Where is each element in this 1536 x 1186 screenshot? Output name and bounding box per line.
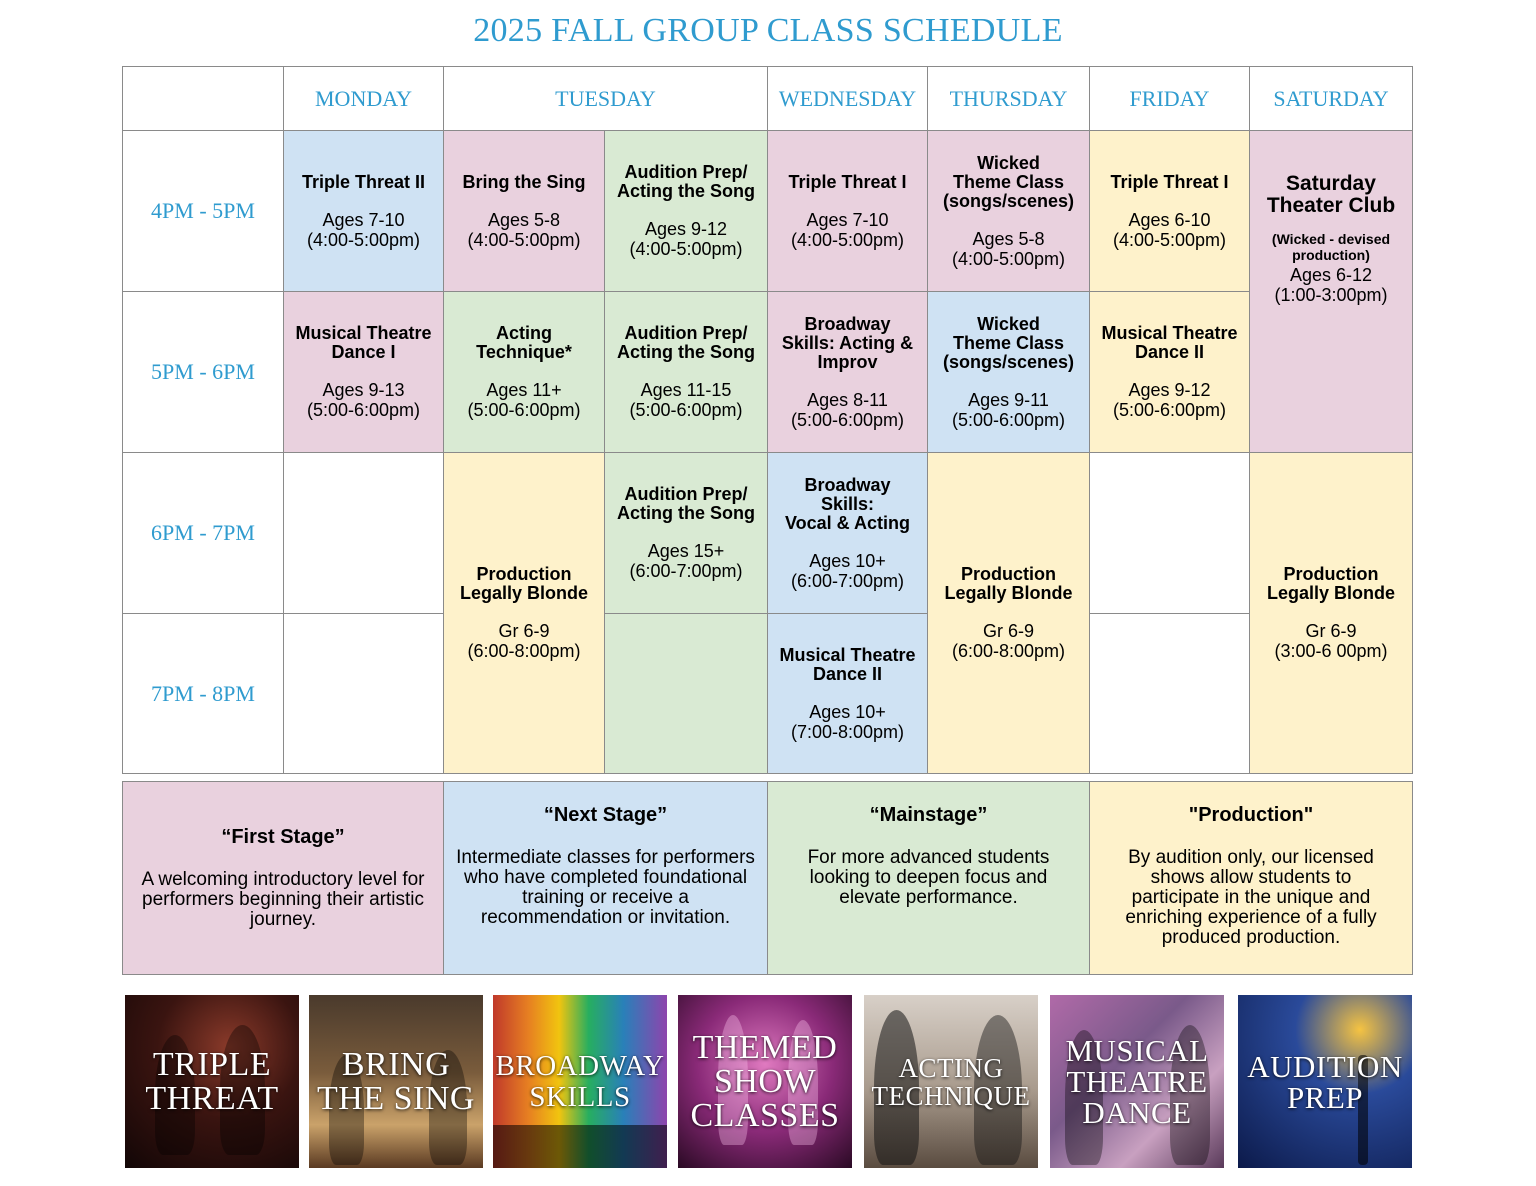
class-ages: Ages 9-13 — [322, 380, 405, 400]
photo-tile-audition-prep[interactable] — [1238, 995, 1412, 1168]
class-title: Musical Theatre Dance II — [1101, 323, 1238, 362]
photo-tile-bring-the-sing[interactable] — [309, 995, 483, 1168]
legend-title: “First Stage” — [221, 826, 345, 848]
class-title: Production Legally Blonde — [1266, 564, 1396, 603]
day-header-monday: MONDAY — [283, 66, 444, 131]
empty-cell-fri-7pm — [1089, 613, 1250, 774]
class-time: (7:00-8:00pm) — [790, 721, 905, 742]
class-ages: Ages 5-8 — [972, 228, 1045, 249]
class-time: (6:00-8:00pm) — [951, 641, 1066, 661]
photo-caption: THEMED SHOW CLASSES — [690, 1028, 840, 1134]
class-ages: Ages 15+ — [647, 541, 725, 561]
day-header-friday: FRIDAY — [1089, 66, 1250, 131]
time-label-7pm: 7PM - 8PM — [122, 613, 284, 774]
class-time: (5:00-6:00pm) — [1112, 400, 1227, 420]
class-time: (4:00-5:00pm) — [467, 229, 581, 250]
class-ages: Ages 6-10 — [1128, 209, 1211, 230]
class-cell-wed-7pm — [767, 613, 928, 774]
class-time: (6:00-7:00pm) — [629, 561, 743, 581]
legend-description: By audition only, our licensed shows allow students to participate in the unique and enriching experience of a fully produced production. — [1125, 847, 1377, 948]
class-cell-wed-5pm — [767, 291, 928, 453]
legend-description: For more advanced students looking to deepen focus and elevate performance. — [807, 847, 1050, 908]
photo-caption: BRING THE SING — [317, 1045, 475, 1117]
class-ages: Ages 9-12 — [1128, 380, 1211, 400]
photo-tile-broadway-skills[interactable] — [493, 995, 667, 1168]
class-cell-tue-b-6pm — [604, 452, 768, 614]
class-cell-tue-a-production — [443, 452, 605, 774]
day-header-tuesday: TUESDAY — [443, 66, 768, 131]
class-cell-tue-a-4pm — [443, 130, 605, 292]
class-title: Broadway Skills: Acting & Improv — [781, 313, 914, 372]
class-cell-thu-4pm — [927, 130, 1090, 292]
class-ages: Gr 6-9 — [1305, 621, 1357, 641]
photo-caption: BROADWAY SKILLS — [495, 1049, 665, 1113]
time-label-6pm: 6PM - 7PM — [122, 452, 284, 614]
class-title: Triple Threat I — [1110, 171, 1229, 192]
class-title: Broadway Skills: Vocal & Acting — [784, 474, 910, 533]
class-time: (4:00-5:00pm) — [1112, 229, 1227, 250]
class-cell-fri-4pm — [1089, 130, 1250, 292]
class-title: Saturday Theater Club — [1266, 172, 1396, 217]
class-title: Musical Theatre Dance II — [779, 644, 916, 684]
class-title: Audition Prep/ Acting the Song — [617, 162, 755, 201]
empty-cell-tue-b-7pm — [604, 613, 768, 774]
class-time: (1:00-3:00pm) — [1274, 285, 1388, 305]
class-cell-wed-6pm — [767, 452, 928, 614]
class-subtitle: (Wicked - devised production) — [1271, 231, 1391, 263]
photo-caption: MUSICAL THEATRE DANCE — [1065, 1033, 1209, 1130]
class-time: (6:00-8:00pm) — [467, 641, 581, 661]
class-cell-sat-production — [1249, 452, 1413, 774]
class-title: Wicked Theme Class (songs/scenes) — [942, 313, 1075, 372]
class-time: (3:00-6 00pm) — [1274, 641, 1388, 661]
day-header-wednesday: WEDNESDAY — [767, 66, 928, 131]
class-title: Acting Technique* — [476, 323, 572, 362]
class-ages: Ages 7-10 — [322, 209, 405, 230]
photo-caption: TRIPLE THREAT — [145, 1045, 279, 1117]
corner-cell — [122, 66, 284, 131]
legend-mainstage — [767, 781, 1090, 975]
class-title: Bring the Sing — [462, 171, 586, 192]
class-title: Production Legally Blonde — [944, 564, 1073, 603]
legend-title: "Production" — [1188, 804, 1314, 826]
photo-caption: AUDITION PREP — [1247, 1048, 1403, 1115]
class-ages: Ages 9-11 — [968, 389, 1049, 410]
class-time: (4:00-5:00pm) — [951, 248, 1066, 269]
class-cell-tue-b-4pm — [604, 130, 768, 292]
time-label-5pm: 5PM - 6PM — [122, 291, 284, 453]
class-title: Audition Prep/ Acting the Song — [617, 484, 755, 523]
class-title: Triple Threat I — [788, 171, 907, 192]
class-cell-tue-a-5pm — [443, 291, 605, 453]
class-time: (4:00-5:00pm) — [790, 229, 905, 250]
time-label-4pm: 4PM - 5PM — [122, 130, 284, 292]
class-title: Musical Theatre Dance I — [295, 323, 432, 362]
class-time: (5:00-6:00pm) — [951, 409, 1066, 430]
photo-tile-acting-technique[interactable] — [864, 995, 1038, 1168]
legend-production — [1089, 781, 1413, 975]
class-ages: Ages 6-12 — [1289, 265, 1373, 285]
photo-tile-triple-threat[interactable] — [125, 995, 299, 1168]
class-time: (5:00-6:00pm) — [790, 409, 905, 430]
class-time: (4:00-5:00pm) — [629, 239, 743, 259]
empty-cell-mon-7pm — [283, 613, 444, 774]
class-time: (5:00-6:00pm) — [306, 400, 421, 420]
legend-next-stage — [443, 781, 768, 975]
class-title: Audition Prep/ Acting the Song — [617, 323, 755, 362]
class-title: Wicked Theme Class (songs/scenes) — [942, 152, 1075, 211]
photo-tile-themed-show-classes[interactable] — [678, 995, 852, 1168]
class-cell-wed-4pm — [767, 130, 928, 292]
legend-first-stage — [122, 781, 444, 975]
class-time: (5:00-6:00pm) — [467, 400, 581, 420]
class-title: Production Legally Blonde — [459, 564, 589, 603]
class-ages: Ages 10+ — [809, 701, 886, 722]
legend-description: A welcoming introductory level for performers beginning their artistic journey. — [141, 869, 425, 930]
class-ages: Ages 8-11 — [807, 389, 888, 410]
class-time: (5:00-6:00pm) — [629, 400, 743, 420]
legend-title: “Mainstage” — [869, 804, 988, 826]
page-title: 2025 FALL GROUP CLASS SCHEDULE — [473, 12, 1063, 49]
class-title: Triple Threat II — [301, 171, 426, 192]
class-cell-fri-5pm — [1089, 291, 1250, 453]
class-ages: Ages 7-10 — [806, 209, 889, 230]
class-ages: Gr 6-9 — [498, 621, 550, 641]
class-time: (6:00-7:00pm) — [790, 570, 905, 591]
class-ages: Ages 5-8 — [487, 209, 561, 230]
class-time: (4:00-5:00pm) — [306, 229, 421, 250]
class-cell-thu-production — [927, 452, 1090, 774]
class-cell-thu-5pm — [927, 291, 1090, 453]
class-cell-tue-b-5pm — [604, 291, 768, 453]
class-cell-sat-theater-club — [1249, 130, 1413, 453]
class-ages: Ages 10+ — [809, 550, 886, 571]
class-ages: Ages 9-12 — [644, 219, 728, 239]
photo-caption: ACTING TECHNIQUE — [871, 1052, 1031, 1111]
class-cell-mon-4pm — [283, 130, 444, 292]
day-header-thursday: THURSDAY — [927, 66, 1090, 131]
class-ages: Gr 6-9 — [982, 621, 1034, 641]
day-header-saturday: SATURDAY — [1249, 66, 1413, 131]
legend-title: “Next Stage” — [543, 804, 668, 826]
photo-tile-musical-theatre-dance[interactable] — [1050, 995, 1224, 1168]
class-ages: Ages 11+ — [486, 380, 562, 400]
empty-cell-mon-6pm — [283, 452, 444, 614]
legend-description: Intermediate classes for performers who have completed foundational training or receive a recommendation or invitation. — [456, 847, 755, 928]
class-cell-mon-5pm — [283, 291, 444, 453]
empty-cell-fri-6pm — [1089, 452, 1250, 614]
performer-silhouette-icon — [493, 1125, 667, 1168]
class-ages: Ages 11-15 — [640, 380, 732, 400]
